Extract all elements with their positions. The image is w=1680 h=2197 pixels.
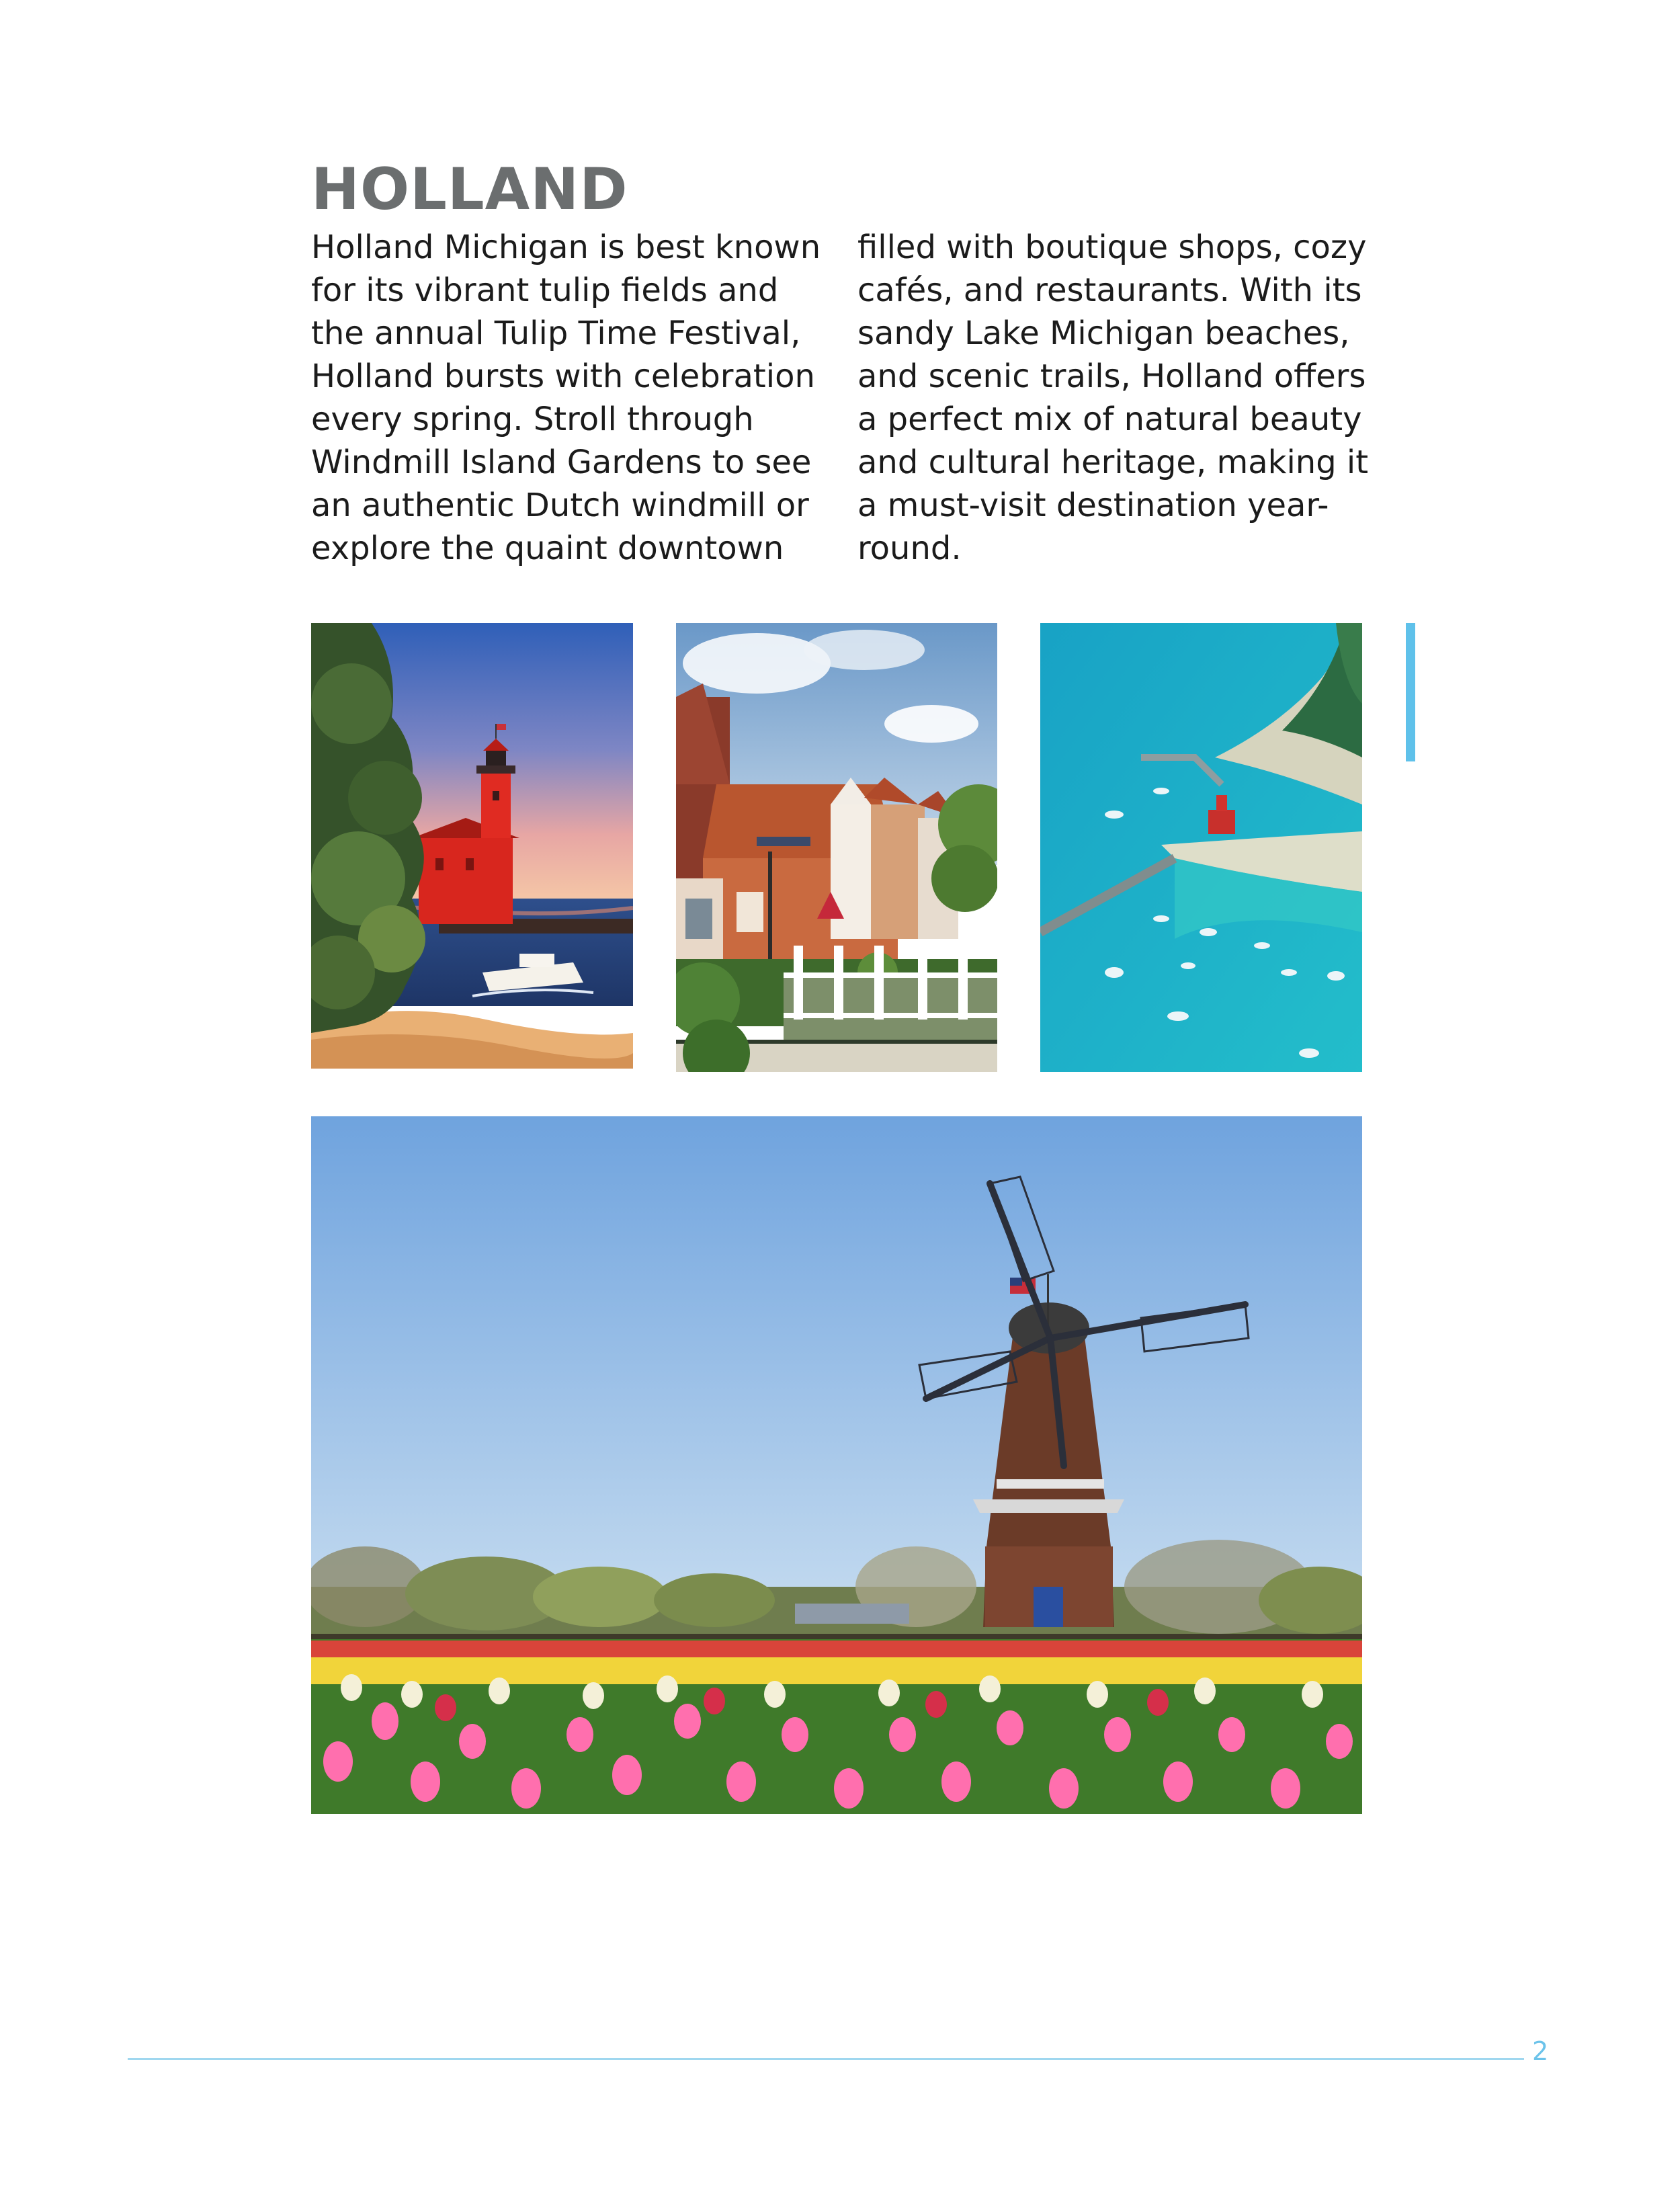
body-line: a perfect mix of natural beauty (857, 401, 1362, 438)
accent-bar (1406, 623, 1415, 761)
dutch-village-photo (676, 623, 997, 1072)
body-line: the annual Tulip Time Festival, (311, 315, 801, 352)
page-title: HOLLAND (311, 156, 628, 223)
body-line: Holland bursts with celebration (311, 358, 815, 395)
body-line: Holland Michigan is best known (311, 229, 821, 266)
body-line: for its vibrant tulip fields and (311, 272, 779, 309)
aerial-beach-photo (1040, 623, 1362, 1072)
body-line: filled with boutique shops, cozy (857, 229, 1367, 266)
body-line: cafés, and restaurants. With its (857, 272, 1362, 309)
body-line: explore the quaint downtown (311, 530, 784, 567)
body-text-column-right (857, 226, 1368, 570)
body-line: and scenic trails, Holland offers (857, 358, 1366, 395)
body-line: a must-visit destination year- (857, 487, 1329, 524)
windmill-tulips-photo (311, 1116, 1362, 1814)
body-line: round. (857, 530, 962, 567)
body-line: and cultural heritage, making it (857, 444, 1369, 481)
body-line: Windmill Island Gardens to see (311, 444, 812, 481)
body-line: every spring. Stroll through (311, 401, 754, 438)
lighthouse-photo (311, 623, 633, 1069)
body-text-column-left (311, 226, 822, 570)
page-number: 2 (1532, 2036, 1549, 2066)
body-line: an authentic Dutch windmill or (311, 487, 809, 524)
body-line: sandy Lake Michigan beaches, (857, 315, 1350, 352)
footer-rule (128, 2058, 1524, 2060)
